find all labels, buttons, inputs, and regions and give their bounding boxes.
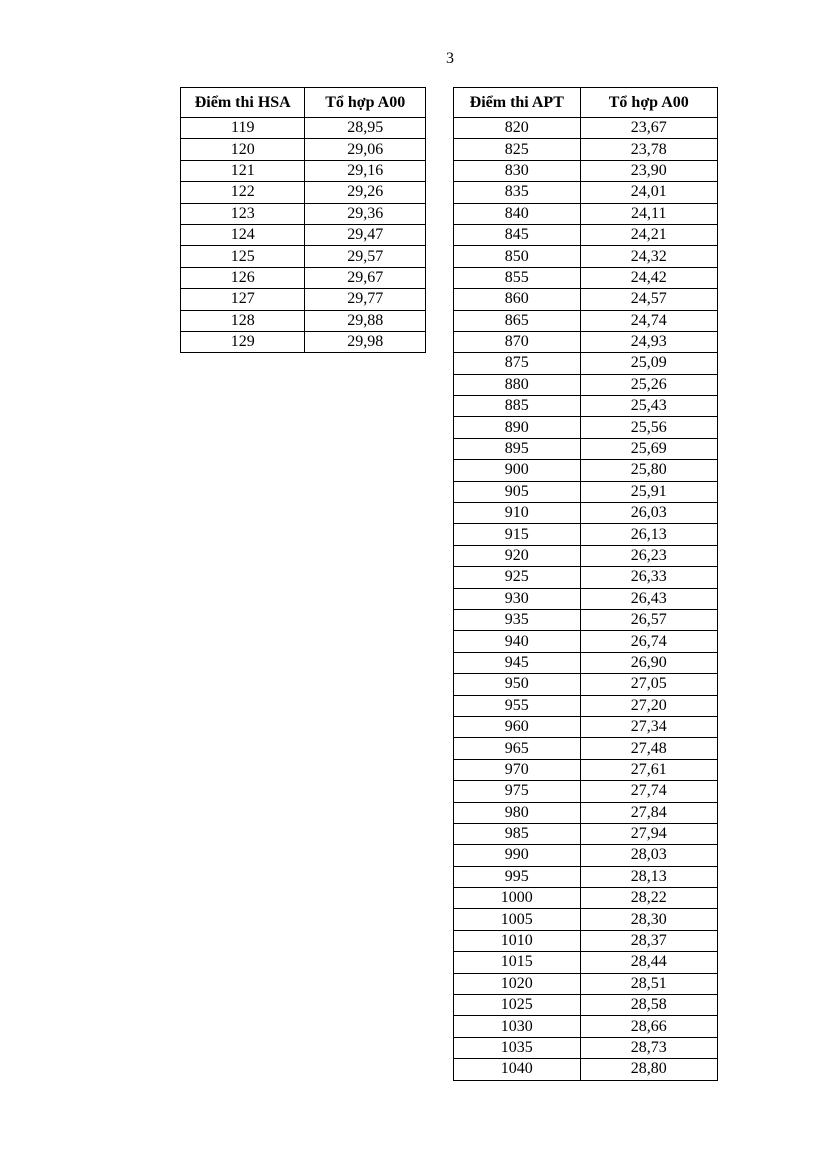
table-row bbox=[454, 1059, 718, 1080]
exam-score-cell: 900 bbox=[454, 460, 581, 481]
column-header-apt-score: Điểm thi APT bbox=[454, 88, 581, 118]
table-row bbox=[181, 139, 426, 160]
exam-score-cell: 960 bbox=[454, 716, 581, 737]
table-row bbox=[454, 973, 718, 994]
a00-score-cell: 29,26 bbox=[305, 182, 426, 203]
table-row bbox=[181, 267, 426, 288]
exam-score-cell: 985 bbox=[454, 823, 581, 844]
exam-score-cell: 1040 bbox=[454, 1059, 581, 1080]
table-row bbox=[454, 310, 718, 331]
a00-score-cell: 23,78 bbox=[580, 139, 717, 160]
table-row bbox=[454, 396, 718, 417]
exam-score-cell: 123 bbox=[181, 203, 305, 224]
a00-score-cell: 28,80 bbox=[580, 1059, 717, 1080]
exam-score-cell: 825 bbox=[454, 139, 581, 160]
table-row bbox=[454, 182, 718, 203]
exam-score-cell: 1020 bbox=[454, 973, 581, 994]
table-row bbox=[454, 674, 718, 695]
a00-score-cell: 28,66 bbox=[580, 1016, 717, 1037]
a00-score-cell: 28,58 bbox=[580, 995, 717, 1016]
table-row bbox=[181, 203, 426, 224]
table-row bbox=[454, 267, 718, 288]
exam-score-cell: 945 bbox=[454, 652, 581, 673]
exam-score-cell: 121 bbox=[181, 160, 305, 181]
hsa-score-table bbox=[180, 87, 426, 353]
exam-score-cell: 1015 bbox=[454, 952, 581, 973]
table-row bbox=[181, 246, 426, 267]
a00-score-cell: 25,91 bbox=[580, 481, 717, 502]
table-row bbox=[454, 952, 718, 973]
exam-score-cell: 870 bbox=[454, 331, 581, 352]
exam-score-cell: 1025 bbox=[454, 995, 581, 1016]
exam-score-cell: 122 bbox=[181, 182, 305, 203]
a00-score-cell: 29,47 bbox=[305, 224, 426, 245]
table-row bbox=[454, 588, 718, 609]
a00-score-cell: 25,56 bbox=[580, 417, 717, 438]
table-row bbox=[454, 738, 718, 759]
exam-score-cell: 124 bbox=[181, 224, 305, 245]
a00-score-cell: 25,80 bbox=[580, 460, 717, 481]
table-row bbox=[454, 160, 718, 181]
table-row bbox=[181, 182, 426, 203]
table-row bbox=[454, 374, 718, 395]
exam-score-cell: 865 bbox=[454, 310, 581, 331]
table-row bbox=[181, 310, 426, 331]
column-header-a00: Tổ hợp A00 bbox=[305, 88, 426, 118]
a00-score-cell: 27,94 bbox=[580, 823, 717, 844]
table-row bbox=[454, 353, 718, 374]
table-row bbox=[454, 781, 718, 802]
a00-score-cell: 23,67 bbox=[580, 118, 717, 139]
table-row bbox=[181, 289, 426, 310]
exam-score-cell: 820 bbox=[454, 118, 581, 139]
a00-score-cell: 28,51 bbox=[580, 973, 717, 994]
a00-score-cell: 29,57 bbox=[305, 246, 426, 267]
table-row bbox=[454, 224, 718, 245]
exam-score-cell: 127 bbox=[181, 289, 305, 310]
a00-score-cell: 24,01 bbox=[580, 182, 717, 203]
a00-score-cell: 29,06 bbox=[305, 139, 426, 160]
exam-score-cell: 835 bbox=[454, 182, 581, 203]
table-row bbox=[454, 909, 718, 930]
exam-score-cell: 970 bbox=[454, 759, 581, 780]
exam-score-cell: 860 bbox=[454, 289, 581, 310]
exam-score-cell: 955 bbox=[454, 695, 581, 716]
a00-score-cell: 28,37 bbox=[580, 930, 717, 951]
a00-score-cell: 29,88 bbox=[305, 310, 426, 331]
a00-score-cell: 26,74 bbox=[580, 631, 717, 652]
table-row bbox=[454, 1037, 718, 1058]
table-row bbox=[454, 845, 718, 866]
exam-score-cell: 925 bbox=[454, 567, 581, 588]
table-row bbox=[454, 524, 718, 545]
table-row bbox=[454, 995, 718, 1016]
a00-score-cell: 24,11 bbox=[580, 203, 717, 224]
a00-score-cell: 27,05 bbox=[580, 674, 717, 695]
a00-score-cell: 29,16 bbox=[305, 160, 426, 181]
a00-score-cell: 28,73 bbox=[580, 1037, 717, 1058]
exam-score-cell: 126 bbox=[181, 267, 305, 288]
a00-score-cell: 26,33 bbox=[580, 567, 717, 588]
table-row bbox=[454, 118, 718, 139]
exam-score-cell: 890 bbox=[454, 417, 581, 438]
exam-score-cell: 965 bbox=[454, 738, 581, 759]
a00-score-cell: 28,30 bbox=[580, 909, 717, 930]
exam-score-cell: 1010 bbox=[454, 930, 581, 951]
exam-score-cell: 905 bbox=[454, 481, 581, 502]
table-row bbox=[454, 139, 718, 160]
exam-score-cell: 119 bbox=[181, 118, 305, 139]
table-row bbox=[454, 759, 718, 780]
table-header-row bbox=[454, 88, 718, 118]
a00-score-cell: 24,32 bbox=[580, 246, 717, 267]
table-row bbox=[454, 203, 718, 224]
a00-score-cell: 23,90 bbox=[580, 160, 717, 181]
a00-score-cell: 29,67 bbox=[305, 267, 426, 288]
a00-score-cell: 27,20 bbox=[580, 695, 717, 716]
exam-score-cell: 930 bbox=[454, 588, 581, 609]
a00-score-cell: 27,74 bbox=[580, 781, 717, 802]
exam-score-cell: 920 bbox=[454, 545, 581, 566]
exam-score-cell: 990 bbox=[454, 845, 581, 866]
exam-score-cell: 1030 bbox=[454, 1016, 581, 1037]
a00-score-cell: 24,57 bbox=[580, 289, 717, 310]
a00-score-cell: 29,98 bbox=[305, 331, 426, 352]
a00-score-cell: 27,61 bbox=[580, 759, 717, 780]
a00-score-cell: 24,21 bbox=[580, 224, 717, 245]
exam-score-cell: 885 bbox=[454, 396, 581, 417]
a00-score-cell: 25,69 bbox=[580, 438, 717, 459]
table-row bbox=[454, 930, 718, 951]
table-row bbox=[454, 246, 718, 267]
exam-score-cell: 915 bbox=[454, 524, 581, 545]
a00-score-cell: 28,44 bbox=[580, 952, 717, 973]
table-row bbox=[454, 716, 718, 737]
table-row bbox=[454, 695, 718, 716]
exam-score-cell: 935 bbox=[454, 609, 581, 630]
exam-score-cell: 1000 bbox=[454, 888, 581, 909]
hsa-table-body bbox=[181, 118, 426, 353]
exam-score-cell: 880 bbox=[454, 374, 581, 395]
table-row bbox=[454, 481, 718, 502]
page-number: 3 bbox=[446, 50, 454, 67]
exam-score-cell: 125 bbox=[181, 246, 305, 267]
table-row bbox=[454, 1016, 718, 1037]
table-row bbox=[454, 609, 718, 630]
table-row bbox=[454, 802, 718, 823]
exam-score-cell: 875 bbox=[454, 353, 581, 374]
a00-score-cell: 26,23 bbox=[580, 545, 717, 566]
table-row bbox=[454, 823, 718, 844]
exam-score-cell: 895 bbox=[454, 438, 581, 459]
a00-score-cell: 27,84 bbox=[580, 802, 717, 823]
table-row bbox=[454, 567, 718, 588]
exam-score-cell: 120 bbox=[181, 139, 305, 160]
table-row bbox=[454, 545, 718, 566]
a00-score-cell: 29,77 bbox=[305, 289, 426, 310]
a00-score-cell: 25,43 bbox=[580, 396, 717, 417]
table-row bbox=[454, 888, 718, 909]
exam-score-cell: 940 bbox=[454, 631, 581, 652]
table-header-row bbox=[181, 88, 426, 118]
table-row bbox=[454, 417, 718, 438]
exam-score-cell: 980 bbox=[454, 802, 581, 823]
apt-table-body bbox=[454, 118, 718, 1081]
a00-score-cell: 24,93 bbox=[580, 331, 717, 352]
exam-score-cell: 855 bbox=[454, 267, 581, 288]
a00-score-cell: 27,48 bbox=[580, 738, 717, 759]
a00-score-cell: 28,22 bbox=[580, 888, 717, 909]
a00-score-cell: 26,03 bbox=[580, 503, 717, 524]
table-row bbox=[181, 224, 426, 245]
table-row bbox=[181, 331, 426, 352]
exam-score-cell: 840 bbox=[454, 203, 581, 224]
column-header-hsa-score: Điểm thi HSA bbox=[181, 88, 305, 118]
table-row bbox=[454, 331, 718, 352]
table-row bbox=[181, 160, 426, 181]
exam-score-cell: 995 bbox=[454, 866, 581, 887]
exam-score-cell: 1005 bbox=[454, 909, 581, 930]
table-row bbox=[454, 438, 718, 459]
a00-score-cell: 26,90 bbox=[580, 652, 717, 673]
exam-score-cell: 850 bbox=[454, 246, 581, 267]
a00-score-cell: 28,13 bbox=[580, 866, 717, 887]
a00-score-cell: 24,42 bbox=[580, 267, 717, 288]
a00-score-cell: 29,36 bbox=[305, 203, 426, 224]
a00-score-cell: 26,13 bbox=[580, 524, 717, 545]
exam-score-cell: 1035 bbox=[454, 1037, 581, 1058]
exam-score-cell: 830 bbox=[454, 160, 581, 181]
table-row bbox=[454, 503, 718, 524]
column-header-a00: Tổ hợp A00 bbox=[580, 88, 717, 118]
a00-score-cell: 26,57 bbox=[580, 609, 717, 630]
exam-score-cell: 975 bbox=[454, 781, 581, 802]
exam-score-cell: 128 bbox=[181, 310, 305, 331]
a00-score-cell: 26,43 bbox=[580, 588, 717, 609]
a00-score-cell: 25,26 bbox=[580, 374, 717, 395]
a00-score-cell: 28,95 bbox=[305, 118, 426, 139]
table-row bbox=[454, 652, 718, 673]
a00-score-cell: 27,34 bbox=[580, 716, 717, 737]
table-row bbox=[454, 460, 718, 481]
apt-score-table bbox=[453, 87, 718, 1081]
exam-score-cell: 910 bbox=[454, 503, 581, 524]
table-row bbox=[454, 631, 718, 652]
a00-score-cell: 24,74 bbox=[580, 310, 717, 331]
exam-score-cell: 845 bbox=[454, 224, 581, 245]
exam-score-cell: 129 bbox=[181, 331, 305, 352]
a00-score-cell: 28,03 bbox=[580, 845, 717, 866]
table-row bbox=[454, 289, 718, 310]
a00-score-cell: 25,09 bbox=[580, 353, 717, 374]
exam-score-cell: 950 bbox=[454, 674, 581, 695]
table-row bbox=[181, 118, 426, 139]
table-row bbox=[454, 866, 718, 887]
